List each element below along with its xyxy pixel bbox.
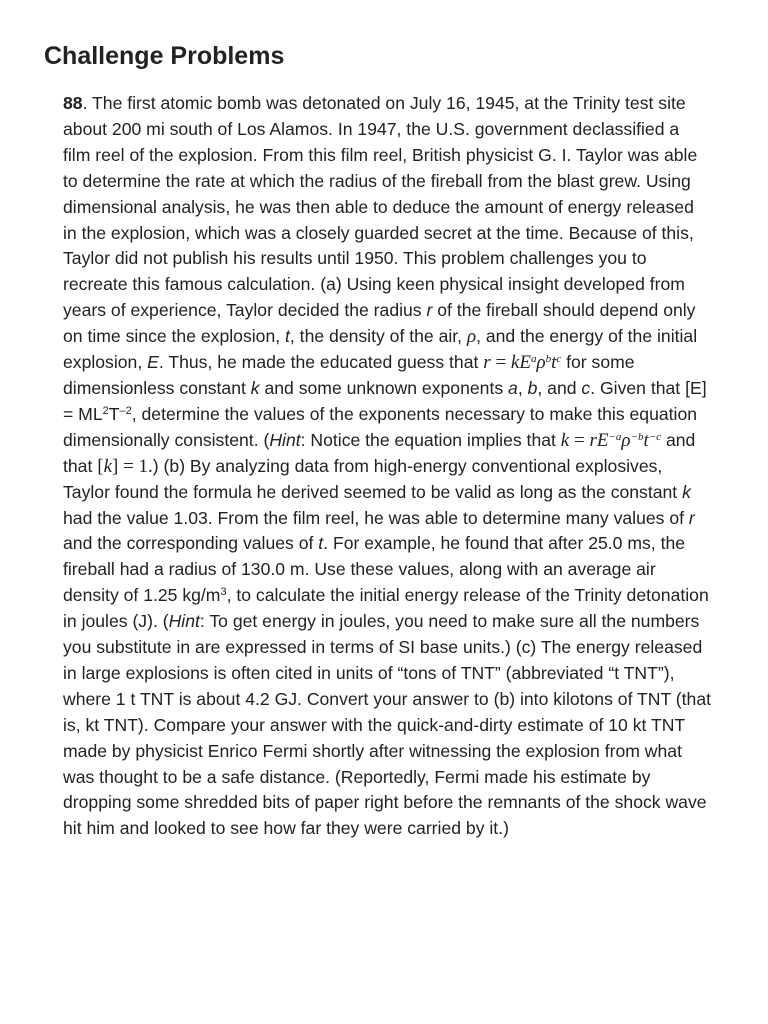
problem-88	[63, 91, 711, 842]
equation-k-dimension: [k] = 1.	[97, 455, 153, 477]
problem-text: for some dimensionless constant	[63, 352, 635, 398]
problem-text: ,	[517, 377, 528, 398]
problem-text: : To get energy in joules, you need to make sure all the numbers you substitute in are expressed in terms of SI base units.) (c) The energy released in large explosions is often cited in units of “tons of TNT” (abbreviated “t TNT”), where 1 t TNT is about 4.2 GJ. Convert your answer to (b) into kilotons of TNT (that is, kt TNT). Compare your answer with the quick-and-dirty estimate of 10 kt TNT made by physicist Enrico Fermi shortly after witnessing the explosion from what was thought to be a safe distance. (Reportedly, Fermi made his estimate by dropping some shredded bits of paper right before the remnants of the shock wave hit him and looked to see how far they were carried by it.)	[63, 611, 711, 839]
exponent: 2	[102, 404, 109, 417]
problem-text: , to calculate the initial energy release of the Trinity detonation in joules (J). (	[63, 585, 709, 632]
problem-text: : Notice the equation implies that	[300, 429, 561, 450]
var-a: a	[508, 377, 518, 398]
problem-number: 88	[63, 93, 83, 113]
problem-text: had the value 1.03. From the film reel, he was able to determine many values of	[63, 507, 689, 528]
var-k: k	[682, 481, 691, 502]
problem-text: , and	[537, 377, 582, 398]
hint-label: Hint	[269, 429, 301, 450]
problem-text: and that	[63, 429, 696, 476]
var-r: r	[688, 507, 695, 528]
problem-text: . Given that [E] = ML	[63, 377, 707, 424]
problem-text: . The first atomic bomb was detonated on July 16, 1945, at the Trinity test site about 200 mi south of Los Alamos. In 1947, the U.S. government declassified a film reel of the explosion. From this film reel, British physicist G. I. Taylor was able to determine the rate at which the radius of the fireball from the blast grew. Using dimensional analysis, he was then able to deduce the amount of energy released in the explosion, which was a closely guarded secret at the time. Because of this, Taylor did not publish his results until 1950. This problem challenges you to recreate this famous calculation. (a) Using keen physical insight developed from years of experience, Taylor decided the radius	[63, 93, 698, 321]
problem-text: , and the energy of the initial explosion,	[63, 326, 698, 373]
exponent: –2	[119, 404, 132, 417]
problem-text: . Thus, he made the educated guess that	[158, 352, 484, 373]
var-E: E	[147, 352, 159, 373]
var-r: r	[426, 300, 433, 321]
var-rho: ρ	[466, 326, 477, 348]
problem-text: of the fireball should depend only on time since the explosion,	[63, 300, 696, 347]
problem-text: and the corresponding values of	[63, 533, 319, 554]
problem-text: , the density of the air,	[289, 326, 467, 347]
problem-text: ) (b) By analyzing data from high-energy conventional explosives, Taylor found the formula he derived seemed to be valid as long as the constant	[63, 455, 683, 502]
equation-r: $r = kE^a\rho^bt^c$	[483, 352, 562, 374]
section-heading: Challenge Problems	[44, 42, 285, 70]
var-c: c	[581, 377, 591, 398]
problem-text: and some unknown exponents	[259, 377, 509, 398]
var-b: b	[527, 377, 538, 398]
hint-label: Hint	[168, 611, 200, 632]
var-t: t	[318, 533, 324, 554]
equation-k: $k = rE^{-a}\rho^{-b}t^{-c}$	[560, 429, 662, 451]
exponent: 3	[220, 586, 227, 599]
problem-text: T	[108, 403, 120, 424]
var-t: t	[285, 326, 290, 347]
var-k: k	[250, 377, 260, 398]
problem-text: , determine the values of the exponents necessary to make this equation dimensionally consistent. (	[63, 403, 698, 450]
problem-text: . For example, he found that after 25.0 ms, the fireball had a radius of 130.0 m. Use these values, along with an average air density of 1.25 kg/m	[63, 533, 686, 606]
